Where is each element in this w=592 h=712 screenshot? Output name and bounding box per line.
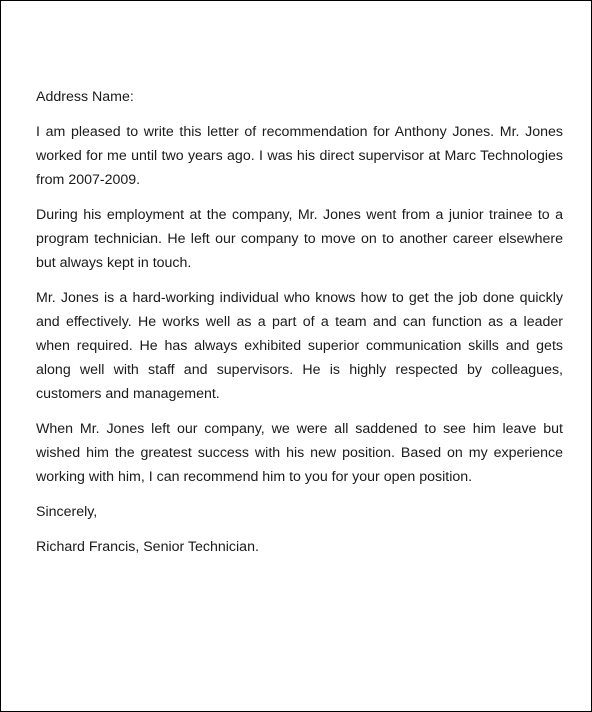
letter-signature: Richard Francis, Senior Technician. [36,539,259,555]
letter-closing: Sincerely, [36,504,98,520]
letter-paragraph-qualities: Mr. Jones is a hard-working individual who knows how to get the job done quickly and effectively. He works well as a part of a team and can function as a leader when required. He has always exhibited superior communication skills and gets along well with staff and supervisors. He is highly respected by colleagues, customers and management. [36,290,563,402]
letter-salutation: Address Name: [36,89,134,105]
letter-paragraph-intro: I am pleased to write this letter of recommendation for Anthony Jones. Mr. Jones worked for me until two years ago. I was his direct supervisor at Marc Technologies from 2007-2009. [36,124,563,188]
letter-body [36,85,563,570]
letter-paragraph-recommendation: When Mr. Jones left our company, we were all saddened to see him leave but wished him the greatest success with his new position. Based on my experience working with him, I can recommend him to you for your open position. [36,421,563,485]
letter-paragraph-employment: During his employment at the company, Mr. Jones went from a junior trainee to a program technician. He left our company to move on to another career elsewhere but always kept in touch. [36,207,563,271]
